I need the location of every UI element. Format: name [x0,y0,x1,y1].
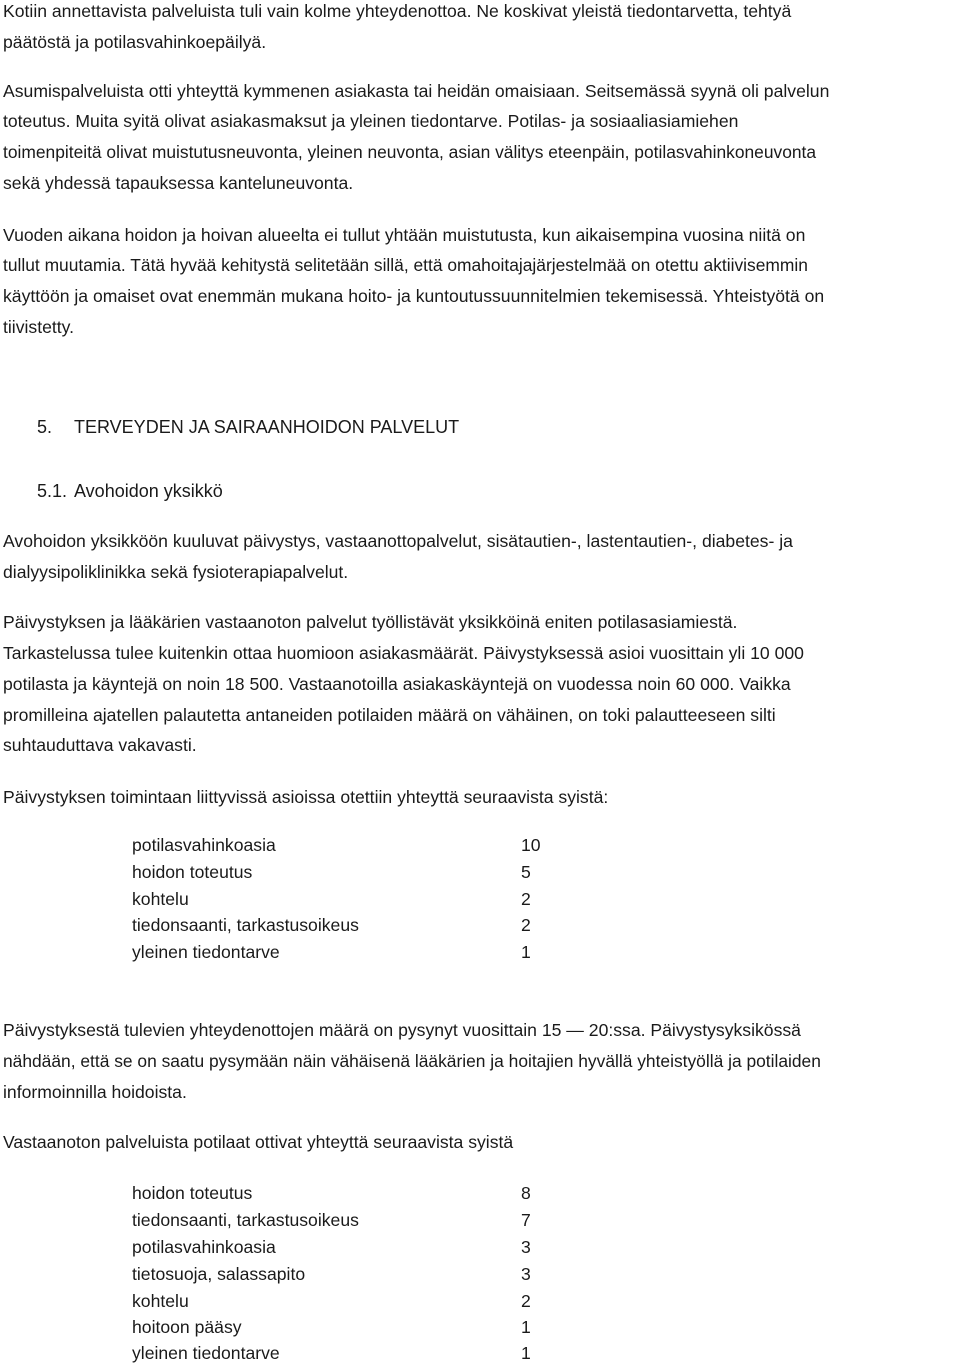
reason-label: potilasvahinkoasia [132,835,276,855]
reason-count: 1 [521,1317,531,1337]
paragraph-line: promilleina ajatellen palautetta antaneiden potilaiden määrä on vähäinen, on toki palautteeseen silti [3,705,776,725]
reason-count: 7 [521,1210,531,1230]
reason-label: tiedonsaanti, tarkastusoikeus [132,915,359,935]
paragraph-line: sekä yhdessä tapauksessa kanteluneuvonta. [3,173,354,193]
paragraph-line: tullut muutamia. Tätä hyvää kehitystä selitetään sillä, että omahoitajajärjestelmää on otettu aktiivisemmin [3,255,808,275]
paragraph-line: Asumispalveluista otti yhteyttä kymmenen asiakasta tai heidän omaisiaan. Seitsemässä syynä oli palvelun [3,81,830,101]
reason-label: tietosuoja, salassapito [132,1264,306,1284]
paragraph-line: päätöstä ja potilasvahinkoepäilyä. [3,32,267,52]
paragraph-line: toteutus. Muita syitä olivat asiakasmaksut ja yleinen tiedontarve. Potilas- ja sosiaaliasiamiehen [3,111,739,131]
reason-count: 1 [521,942,531,962]
reason-label: tiedonsaanti, tarkastusoikeus [132,1210,359,1230]
paragraph-line: nähdään, että se on saatu pysymään näin vähäisenä lääkärien ja hoitajien hyvällä yhteistyöllä ja potilaiden [3,1051,821,1071]
reason-count: 5 [521,862,531,882]
paragraph-line: Päivystyksestä tulevien yhteydenottojen määrä on pysynyt vuosittain 15 — 20:ssa. Päivystysyksikössä [3,1020,801,1040]
subsection-title: Avohoidon yksikkö [74,481,223,501]
list-intro: Vastaanoton palveluista potilaat ottivat yhteyttä seuraavista syistä [3,1132,514,1152]
reason-count: 8 [521,1183,531,1203]
reason-count: 2 [521,1291,531,1311]
reason-label: yleinen tiedontarve [132,942,280,962]
paragraph-line: Tarkastelussa tulee kuitenkin ottaa huomioon asiakasmäärät. Päivystyksessä asioi vuosittain yli 10 000 [3,643,804,663]
reason-label: yleinen tiedontarve [132,1343,280,1363]
paragraph-line: Päivystyksen ja lääkärien vastaanoton palvelut työllistävät yksikköinä eniten potilasasiamiestä. [3,612,738,632]
subsection-number: 5.1. [37,481,68,501]
paragraph-line: käyttöön ja omaiset ovat enemmän mukana hoito- ja kuntoutussuunnitelmien tekemisessä. Yhteistyötä on [3,286,825,306]
section-number: 5. [37,417,53,437]
paragraph-line: Vuoden aikana hoidon ja hoivan alueelta ei tullut yhtään muistutusta, kun aikaisempina vuosina niitä on [3,225,806,245]
reason-count: 1 [521,1343,531,1363]
paragraph-line: tiivistetty. [3,317,75,337]
reason-count: 3 [521,1264,531,1284]
paragraph-line: dialyysipoliklinikka sekä fysioterapiapalvelut. [3,562,349,582]
reason-label: hoidon toteutus [132,862,253,882]
paragraph-line: Avohoidon yksikköön kuuluvat päivystys, vastaanottopalvelut, sisätautien-, lastentautien-, diabetes- ja [3,531,793,551]
paragraph-line: informoinnilla hoidoista. [3,1082,187,1102]
reason-label: kohtelu [132,889,189,909]
reason-label: kohtelu [132,1291,189,1311]
list-intro: Päivystyksen toimintaan liittyvissä asioissa otettiin yhteyttä seuraavista syistä: [3,787,609,807]
reason-label: potilasvahinkoasia [132,1237,276,1257]
paragraph-line: toimenpiteitä olivat muistutusneuvonta, yleinen neuvonta, asian välitys eteenpäin, potilasvahinkoneuvonta [3,142,817,162]
reason-count: 2 [521,889,531,909]
reason-count: 3 [521,1237,531,1257]
reason-label: hoitoon pääsy [132,1317,242,1337]
reason-count: 2 [521,915,531,935]
section-title: TERVEYDEN JA SAIRAANHOIDON PALVELUT [74,417,460,437]
reason-label: hoidon toteutus [132,1183,253,1203]
reason-count: 10 [521,835,541,855]
paragraph-line: suhtauduttava vakavasti. [3,735,197,755]
paragraph-line: potilasta ja käyntejä on noin 18 500. Vastaanotoilla asiakaskäyntejä on vuodessa noin 60 000. Vaikka [3,674,791,694]
paragraph-line: Kotiin annettavista palveluista tuli vain kolme yhteydenottoa. Ne koskivat yleistä tiedontarvetta, tehtyä [3,1,792,21]
